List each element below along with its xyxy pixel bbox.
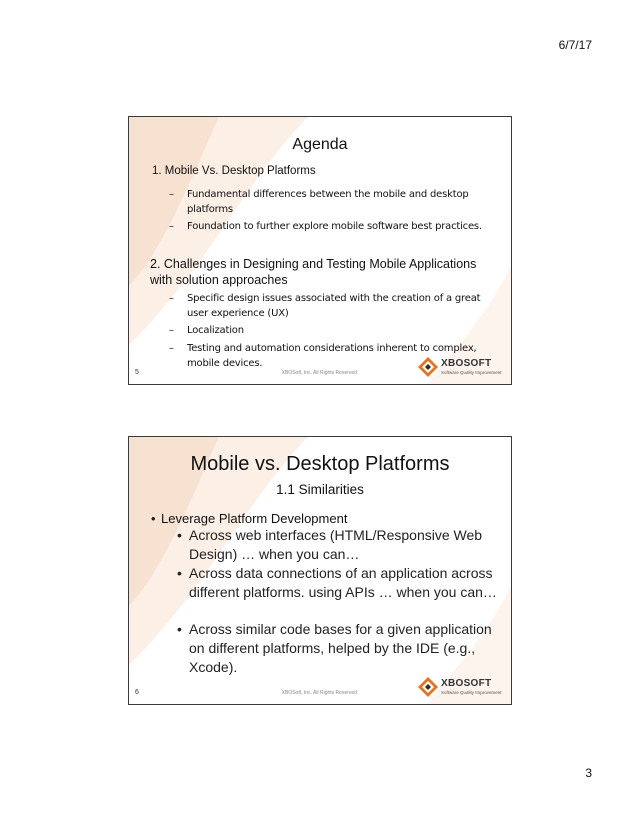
slide-title: Agenda [292,136,348,153]
logo-tagline: Software Quality Improvement [441,370,502,375]
page-number: 3 [585,766,592,780]
xbosoft-logo [417,676,501,698]
slide-footer-copyright: XBOSoft, Inc. All Rights Reserved. [281,370,359,376]
slide-number: 5 [135,369,139,376]
agenda-subitem: – Fundamental differences between the mobile and desktop platforms [169,189,469,215]
agenda-subitem: – Foundation to further explore mobile software best practices. [169,221,482,232]
bullet-level-2: • Across data connections of an application across different platforms. using APIs … when you can… [177,565,497,600]
slide-number: 6 [135,689,139,696]
bullet-level-1: • Leverage Platform Development [151,511,348,526]
xbosoft-logo [417,356,501,378]
bullet-level-2: • Across web interfaces (HTML/Responsive Web Design) … when you can… [177,527,483,562]
logo-name: XBOSOFT [441,358,492,369]
agenda-subitem: – Testing and automation considerations inherent to complex, mobile devices. [169,343,477,369]
agenda-item-1: 1. Mobile Vs. Desktop Platforms [152,165,316,177]
page-date: 6/7/17 [558,38,592,52]
slide-footer-copyright: XBOSoft, Inc. All Rights Reserved. [281,690,359,696]
agenda-subitem: – Localization [169,325,244,336]
slide-title: Mobile vs. Desktop Platforms [190,453,450,475]
slide-subtitle: 1.1 Similarities [276,482,364,497]
agenda-item-2: 2. Challenges in Designing and Testing Mobile Applications with solution approaches [150,257,477,287]
bullet-level-2: • Across similar code bases for a given application on different platforms, helped by the IDE (e.g., Xcode). [177,621,492,675]
logo-tagline: Software Quality Improvement [441,690,502,695]
xbosoft-logo-icon [417,356,439,378]
logo-name: XBOSOFT [441,678,492,689]
slide-agenda [128,116,512,385]
agenda-subitem: – Specific design issues associated with the creation of a great user experience (UX) [169,293,481,319]
xbosoft-logo-icon [417,676,439,698]
slide-mobile-vs-desktop [128,436,512,705]
